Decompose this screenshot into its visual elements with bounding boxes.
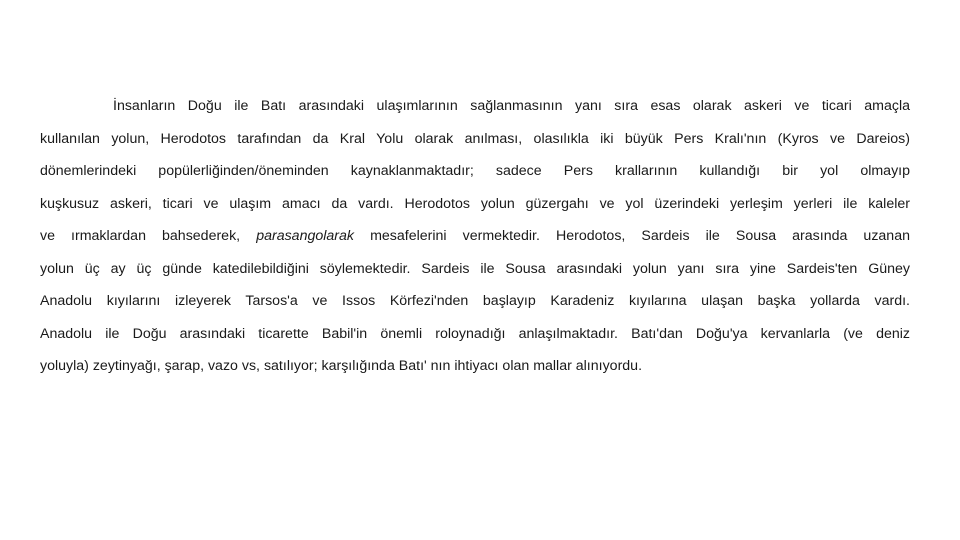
italic-term: parasangolarak xyxy=(256,228,354,244)
paragraph-line-3: dönemlerindeki popülerliğinden/öneminden kaynaklanmaktadır; sadece Pers krallarının kullandığı bir yol olmayıp xyxy=(40,163,910,179)
paragraph-line-1: İnsanların Doğu ile Batı arasındaki ulaşımlarının sağlanmasının yanı sıra esas olarak askeri ve ticari amaçla xyxy=(113,98,910,114)
paragraph-line-6: yolun üç ay üç günde katedilebildiğini söylemektedir. Sardeis ile Sousa arasındaki yolun yanı sıra yine Sardeis'ten Güney xyxy=(40,260,910,277)
paragraph-line-5-start: ve ırmaklardan bahsederek, xyxy=(40,228,241,244)
paragraph-line-4: kuşkusuz askeri, ticari ve ulaşım amacı da vardı. Herodotos yolun güzergahı ve yol üzerindeki yerleşim yerleri ile kaleler xyxy=(40,195,910,212)
paragraph-line-9: yoluyla) zeytinyağı, şarap, vazo vs, satılıyor; karşılığında Batı' nın ihtiyacı olan mallar alınıyordu. xyxy=(40,358,643,374)
paragraph-line-2: kullanılan yolun, Herodotos tarafından da Kral Yolu olarak anılması, olasılıkla iki büyük Pers Kralı'nın (Kyros ve Dareios) xyxy=(40,130,910,147)
paragraph-line-7: Anadolu kıyılarını izleyerek Tarsos'a ve Issos Körfezi'nden başlayıp Karadeniz kıyılarına ulaşan başka yollarda vardı. xyxy=(40,293,910,309)
paragraph-line-5 xyxy=(40,220,910,253)
paragraph-line-8: Anadolu ile Doğu arasındaki ticarette Babil'in önemli roloynadığı anlaşılmaktadır. Batı'dan Doğu'ya kervanlarla (ve deniz xyxy=(40,325,910,342)
paragraph-line-5-end: mesafelerini vermektedir. Herodotos, Sardeis ile Sousa arasında uzanan xyxy=(370,228,910,244)
body-paragraph xyxy=(40,90,910,383)
